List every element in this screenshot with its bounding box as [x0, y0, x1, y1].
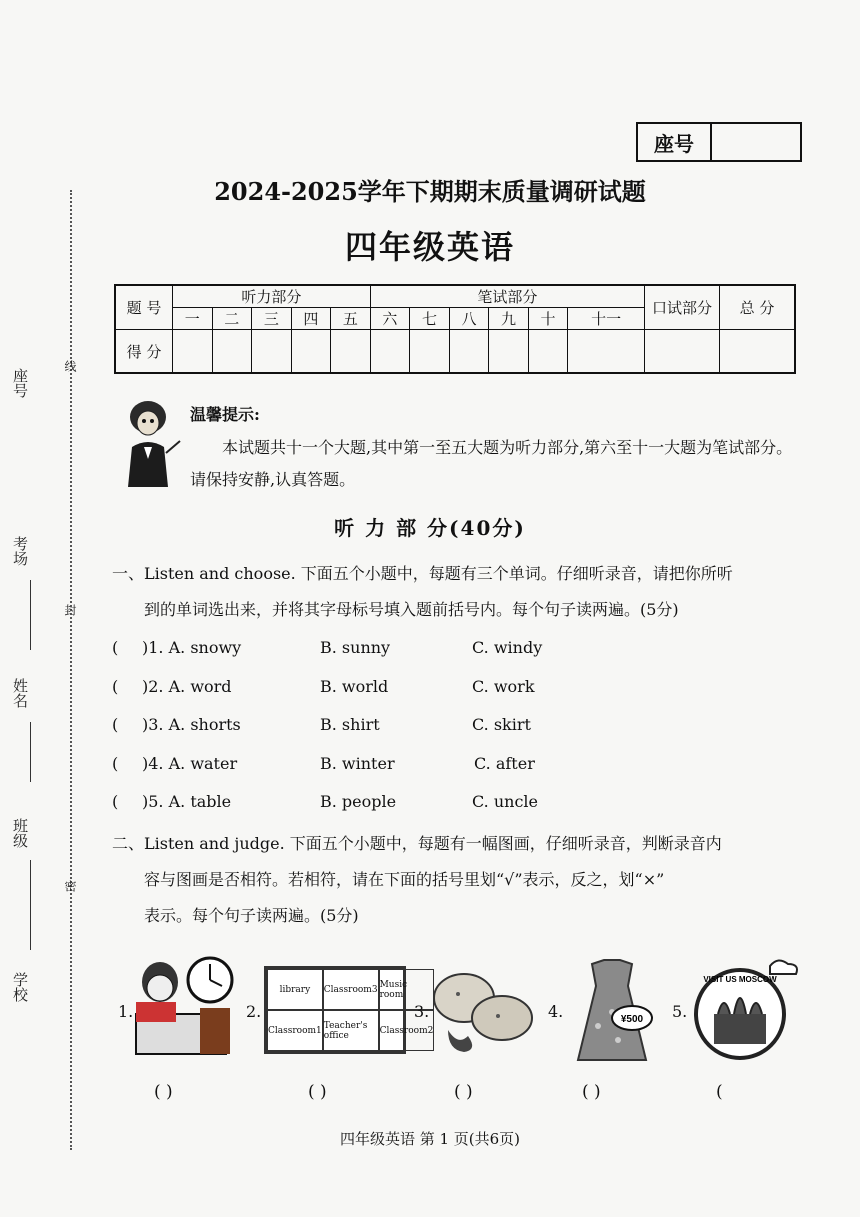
question-number-cell: 二 — [212, 308, 252, 330]
option-c: C. work — [472, 677, 535, 696]
oral-header: 口试部分 — [645, 285, 720, 330]
page-footer: 四年级英语 第 1 页(共6页) — [339, 1130, 521, 1148]
written-header: 笔试部分 — [370, 285, 644, 308]
question-number-cell: 八 — [449, 308, 489, 330]
question-number-cell: 三 — [252, 308, 292, 330]
option-a: )2. A. word — [142, 677, 232, 696]
score-cell[interactable] — [645, 330, 720, 374]
score-cell[interactable] — [291, 330, 331, 374]
answer-paren[interactable]: ( ) — [308, 1082, 327, 1102]
tips-title: 温馨提示: — [190, 405, 260, 424]
q1-item — [112, 792, 712, 816]
binding-exam-room-label: 考场 — [11, 536, 29, 566]
binding-blank-line — [30, 722, 31, 782]
question-number-cell: 十一 — [568, 308, 645, 330]
q2-head-line3: 表示。每个句子读两遍。(5分) — [144, 906, 359, 925]
map-cell: Classroom3 — [323, 969, 379, 1010]
answer-paren-open[interactable]: ( — [112, 792, 119, 811]
total-header: 总 分 — [720, 285, 796, 330]
binding-blank-line — [30, 580, 31, 650]
teacher-icon — [118, 397, 186, 487]
map-cell: Teacher's office — [323, 1010, 379, 1051]
picture-number: 2. — [246, 1002, 262, 1021]
listening-header: 听力部分 — [173, 285, 371, 308]
picture-number: 1. — [118, 1002, 134, 1021]
score-cell[interactable] — [568, 330, 645, 374]
q1-item — [112, 677, 712, 701]
q2-head-line2: 容与图画是否相符。若相符，请在下面的括号里划“√”表示，反之，划“×” — [144, 870, 665, 889]
q2-instructions — [112, 826, 812, 934]
boy-in-bed-clock-picture — [130, 952, 238, 1062]
option-b: B. world — [320, 677, 389, 696]
answer-paren-open[interactable]: ( — [112, 754, 119, 773]
answer-paren-open[interactable]: ( — [112, 638, 119, 657]
school-map-picture — [264, 966, 434, 1054]
score-cell[interactable] — [331, 330, 371, 374]
question-number-cell: 九 — [489, 308, 529, 330]
option-a: )4. A. water — [142, 754, 238, 773]
score-label-cell: 得 分 — [115, 330, 173, 374]
score-cell[interactable] — [528, 330, 568, 374]
option-a: )1. A. snowy — [142, 638, 242, 657]
answer-paren[interactable]: ( ) — [154, 1082, 173, 1102]
score-table — [114, 284, 796, 374]
binding-school-label: 学校 — [11, 972, 29, 1002]
question-number-cell: 一 — [173, 308, 213, 330]
q1-item — [112, 638, 712, 662]
option-c: C. after — [474, 754, 535, 773]
option-c: C. windy — [472, 638, 543, 657]
seat-value-field[interactable] — [712, 124, 800, 160]
option-b: B. sunny — [320, 638, 391, 657]
moscow-badge-picture — [688, 952, 802, 1062]
option-c: C. uncle — [472, 792, 538, 811]
badge-text: VISIT US MOSCOW — [703, 975, 777, 984]
question-number-cell: 六 — [370, 308, 410, 330]
option-b: B. shirt — [320, 715, 380, 734]
score-cell[interactable] — [173, 330, 213, 374]
answer-paren[interactable]: ( — [716, 1082, 723, 1102]
row-label-cell: 题 号 — [115, 285, 173, 330]
binding-name-label: 姓名 — [11, 678, 29, 708]
binding-dotted-line — [70, 190, 72, 1150]
answer-paren[interactable]: ( ) — [454, 1082, 473, 1102]
score-cell[interactable] — [720, 330, 796, 374]
binding-seat-label: 座号 — [11, 368, 29, 398]
score-cell[interactable] — [449, 330, 489, 374]
seat-number-box — [636, 122, 802, 162]
map-cell: Classroom2 — [379, 1010, 435, 1051]
binding-seal-text: 封 — [63, 604, 77, 616]
binding-seal-text: 线 — [63, 360, 77, 372]
answer-paren-open[interactable]: ( — [112, 677, 119, 696]
binding-seal-text: 密 — [63, 880, 77, 892]
price-tag-text: ¥500 — [620, 1014, 644, 1025]
map-cell: library — [267, 969, 323, 1010]
picture-number: 4. — [548, 1002, 564, 1021]
binding-class-label: 班级 — [11, 818, 29, 848]
answer-paren[interactable]: ( ) — [582, 1082, 601, 1102]
score-cell[interactable] — [370, 330, 410, 374]
map-cell: Classroom1 — [267, 1010, 323, 1051]
q1-head-line2: 到的单词选出来，并将其字母标号填入题前括号内。每个句子读两遍。(5分) — [144, 600, 679, 619]
question-number-cell: 七 — [410, 308, 450, 330]
question-number-cell: 四 — [291, 308, 331, 330]
seat-label: 座号 — [638, 124, 712, 160]
option-a: )5. A. table — [142, 792, 232, 811]
dress-price-tag-picture — [568, 956, 656, 1064]
option-b: B. winter — [320, 754, 395, 773]
option-c: C. skirt — [472, 715, 531, 734]
q1-item — [112, 754, 712, 778]
q1-head-line1: 一、Listen and choose. 下面五个小题中，每题有三个单词。仔细听录音，请把你所听 — [112, 564, 733, 583]
score-cell[interactable] — [410, 330, 450, 374]
exam-title: 2024-2025学年下期期末质量调研试题 — [214, 177, 646, 206]
q1-item — [112, 715, 712, 739]
score-cell[interactable] — [252, 330, 292, 374]
question-number-cell: 十 — [528, 308, 568, 330]
option-a: )3. A. shorts — [142, 715, 241, 734]
q2-head-line1: 二、Listen and judge. 下面五个小题中，每题有一幅图画，仔细听录音，判断录音内 — [112, 834, 722, 853]
listening-section-title: 听 力 部 分(40分) — [334, 516, 526, 540]
option-b: B. people — [320, 792, 397, 811]
q1-instructions — [112, 556, 812, 628]
tips-body: 本试题共十一个大题,其中第一至五大题为听力部分,第六至十一大题为笔试部分。请保持安静,认真答题。 — [190, 438, 793, 489]
score-cell[interactable] — [489, 330, 529, 374]
subject-title: 四年级英语 — [344, 228, 515, 266]
potatoes-picture — [428, 966, 534, 1054]
question-number-cell: 五 — [331, 308, 371, 330]
map-cell: Music room — [379, 969, 435, 1010]
score-cell[interactable] — [212, 330, 252, 374]
picture-number: 3. — [414, 1002, 430, 1021]
binding-blank-line — [30, 860, 31, 950]
picture-number: 5. — [672, 1002, 688, 1021]
answer-paren-open[interactable]: ( — [112, 715, 119, 734]
